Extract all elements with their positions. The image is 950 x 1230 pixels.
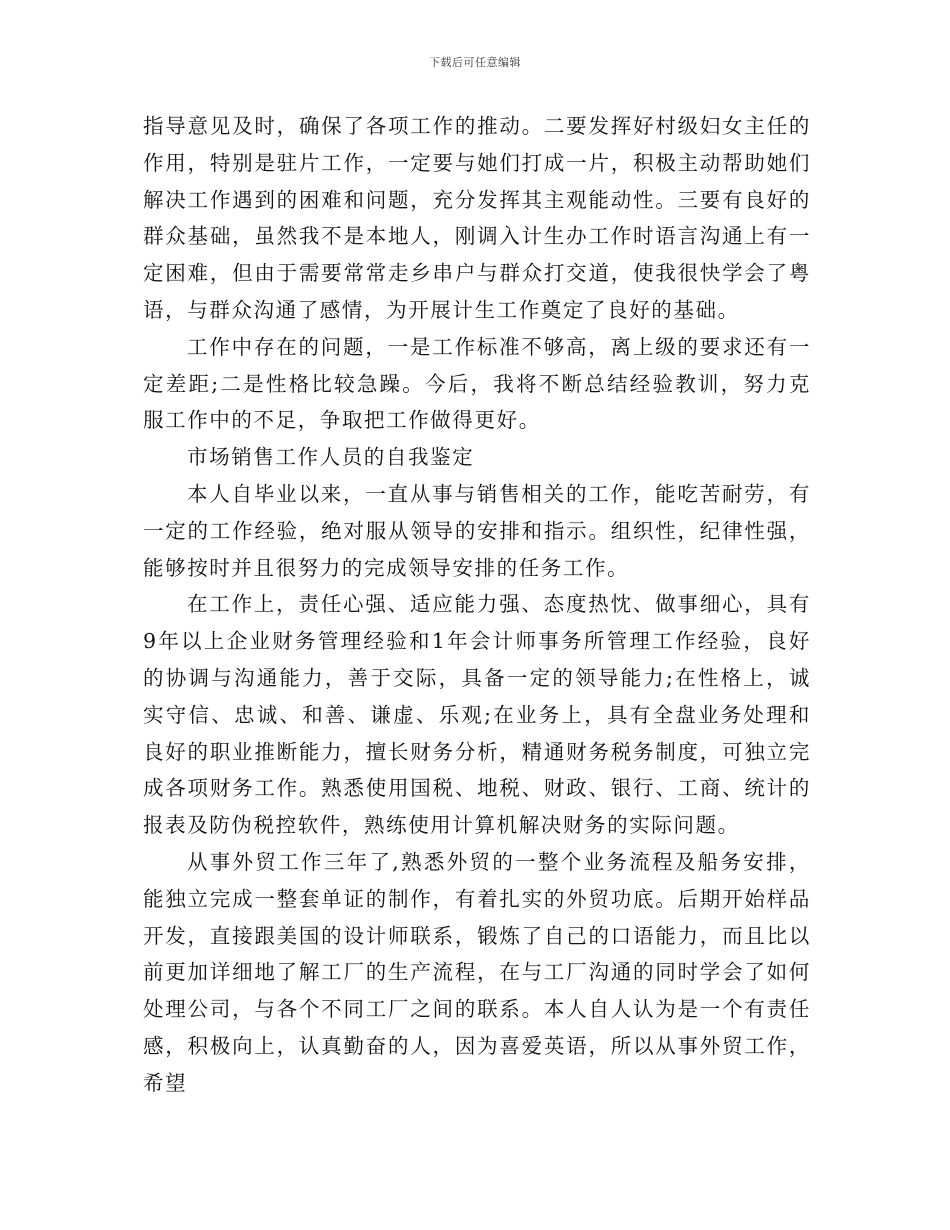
paragraph-1: 指导意见及时，确保了各项工作的推动。二要发挥好村级妇女主任的作用，特别是驻片工作，一定要与她们打成一片，积极主动帮助她们解决工作遇到的困难和问题，充分发挥其主观能动性。三要有良好的群众基础，虽然我不是本地人，刚调入计生办工作时语言沟通上有一定困难，但由于需要常常走乡串户与群众打交道，使我很快学会了粤语，与群众沟通了感情，为开展计生工作奠定了良好的基础。 — [143, 114, 811, 322]
paragraph-2: 工作中存在的问题，一是工作标准不够高，离上级的要求还有一定差距;二是性格比较急躁。今后，我将不断总结经验教训，努力克服工作中的不足，争取把工作做得更好。 — [143, 334, 811, 433]
section-heading: 市场销售工作人员的自我鉴定 — [187, 445, 475, 470]
paragraph-5: 从事外贸工作三年了,熟悉外贸的一整个业务流程及船务安排，能独立完成一整套单证的制作，有着扎实的外贸功底。后期开始样品开发，直接跟美国的设计师联系，锻炼了自己的口语能力，而且比以前更加详细地了解工厂的生产流程，在与工厂沟通的同时学会了如何处理公司，与各个不同工厂之间的联系。本人自人认为是一个有责任感，积极向上，认真勤奋的人，因为喜爱英语，所以从事外贸工作，希望 — [143, 849, 811, 1095]
document-body — [143, 108, 811, 1102]
page-header: 下载后可任意编辑 — [429, 56, 521, 69]
paragraph-3: 本人自毕业以来，一直从事与销售相关的工作，能吃苦耐劳，有一定的工作经验，绝对服从领导的安排和指示。组织性，纪律性强，能够按时并且很努力的完成领导安排的任务工作。 — [143, 481, 811, 580]
paragraph-4: 在工作上，责任心强、适应能力强、态度热忱、做事细心，具有9年以上企业财务管理经验和1年会计师事务所管理工作经验，良好的协调与沟通能力，善于交际，具备一定的领导能力;在性格上，诚实守信、忠诚、和善、谦虚、乐观;在业务上，具有全盘业务处理和良好的职业推断能力，擅长财务分析，精通财务税务制度，可独立完成各项财务工作。熟悉使用国税、地税、财政、银行、工商、统计的报表及防伪税控软件，熟练使用计算机解决财务的实际问题。 — [143, 592, 811, 838]
